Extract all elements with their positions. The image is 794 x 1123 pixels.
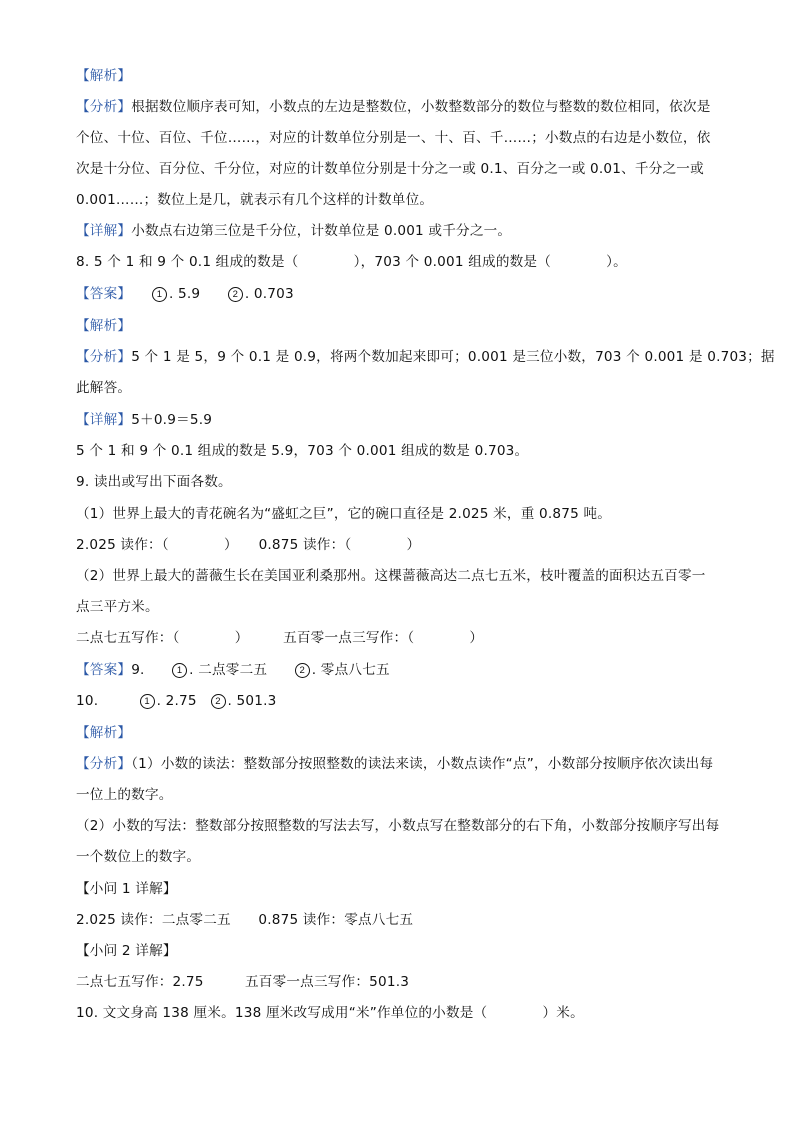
text-line [76,347,775,367]
text-segment: 10. 文文身高 138 厘米。138 厘米改写成用“米”作单位的小数是（ ）米。 [76,1005,584,1021]
text-segment: 此解答。 [76,380,132,396]
text-segment: . 0.703 [244,286,294,302]
text-segment: 二点七五写作：2.75 五百零一点三写作：501.3 [76,974,410,990]
text-segment: 5＋0.9＝5.9 [131,412,213,428]
text-segment: . 5.9 [168,286,228,302]
text-segment: 【小问 1 详解】 [76,881,177,897]
text-segment: 根据数位顺序表可知，小数点的左边是整数位，小数整数部分的数位与整数的数位相同，依次是 [131,99,711,115]
section-label: 【分析】 [76,756,132,772]
text-line [76,879,177,899]
text-segment: 5 个 1 是 5，9 个 0.1 是 0.9，将两个数加起来即可；0.001 是三位小数，703 个 0.001 是 0.703；据 [131,349,775,365]
text-segment: 二点七五写作：（ ） 五百零一点三写作：（ ） [76,630,484,646]
text-line [76,910,413,930]
section-label: 【解析】 [76,318,132,334]
text-segment: （2）小数的写法：整数部分按照整数的写法去写，小数点写在整数部分的右下角，小数部分按顺序写出每 [76,818,720,834]
section-label: 【解析】 [76,68,132,84]
text-segment: . 2.75 [156,693,211,709]
text-segment: . 501.3 [227,693,277,709]
text-line [76,221,511,241]
text-line [76,972,409,992]
text-segment: 9. 读出或写出下面各数。 [76,474,232,490]
text-line [76,816,719,836]
text-line [76,723,131,743]
text-line [76,504,611,524]
section-label: 【分析】 [76,349,132,365]
text-segment: （2）世界上最大的蔷薇生长在美国亚利桑那州。这棵蔷薇高达二点七五米，枝叶覆盖的面积达五百零一 [76,568,706,584]
text-segment: 0.001……；数位上是几，就表示有几个这样的计数单位。 [76,192,434,208]
text-segment: 2.025 读作：（ ） 0.875 读作：（ ） [76,537,421,553]
text-line [76,628,483,648]
text-line [76,785,173,805]
text-line [76,941,177,961]
text-line [76,754,713,774]
section-label: 【解析】 [76,725,132,741]
text-segment: 个位、十位、百位、千位……，对应的计数单位分别是一、十、百、千……；小数点的右边是小数位，依 [76,130,711,146]
section-label: 【分析】 [76,99,132,115]
circled-number: 2 [228,287,243,302]
text-line [76,441,528,461]
text-segment [124,286,152,302]
text-segment: （1）世界上最大的青花碗名为“盛虹之巨”，它的碗口直径是 2.025 米，重 0.875 吨。 [76,506,612,522]
text-line [76,566,706,586]
text-line [76,378,131,398]
text-line [76,472,232,492]
text-line [76,316,131,336]
text-line [76,128,711,148]
text-segment: . 二点零二五 [189,662,295,678]
text-line [76,660,390,680]
text-line [76,252,627,272]
text-line [76,97,711,117]
text-line [76,847,200,867]
text-line [76,284,294,304]
text-segment: . 零点八七五 [311,662,390,678]
text-segment: 【小问 2 详解】 [76,943,177,959]
circled-number: 1 [152,287,167,302]
text-line [76,597,159,617]
text-line [76,1003,584,1023]
text-segment: 9. [131,662,173,678]
text-segment: 8. 5 个 1 和 9 个 0.1 组成的数是（ ），703 个 0.001 组成的数是（ ）。 [76,254,627,270]
text-segment: 5 个 1 和 9 个 0.1 组成的数是 5.9，703 个 0.001 组成的数是 0.703。 [76,443,529,459]
section-label: 【详解】 [76,412,132,428]
circled-number: 1 [172,663,187,678]
circled-number: 1 [140,694,155,709]
section-label: 【答案】 [76,286,125,302]
text-segment: 小数点右边第三位是千分位，计数单位是 0.001 或千分之一。 [131,223,512,239]
text-line [76,691,276,711]
text-segment: 2.025 读作：二点零二五 0.875 读作：零点八七五 [76,912,414,928]
text-segment: 10. [76,693,140,709]
text-segment: 一个数位上的数字。 [76,849,201,865]
text-line [76,535,420,555]
text-segment: （1）小数的读法：整数部分按照整数的读法来读，小数点读作“点”，小数部分按顺序依次读出每 [131,756,714,772]
text-segment: 点三平方米。 [76,599,159,615]
text-line [76,190,433,210]
text-segment: 一位上的数字。 [76,787,173,803]
section-label: 【答案】 [76,662,132,678]
text-line [76,66,131,86]
section-label: 【详解】 [76,223,132,239]
circled-number: 2 [295,663,310,678]
circled-number: 2 [211,694,226,709]
text-line [76,159,704,179]
text-line [76,410,212,430]
text-segment: 次是十分位、百分位、千分位，对应的计数单位分别是十分之一或 0.1、百分之一或 0.01、千分之一或 [76,161,704,177]
